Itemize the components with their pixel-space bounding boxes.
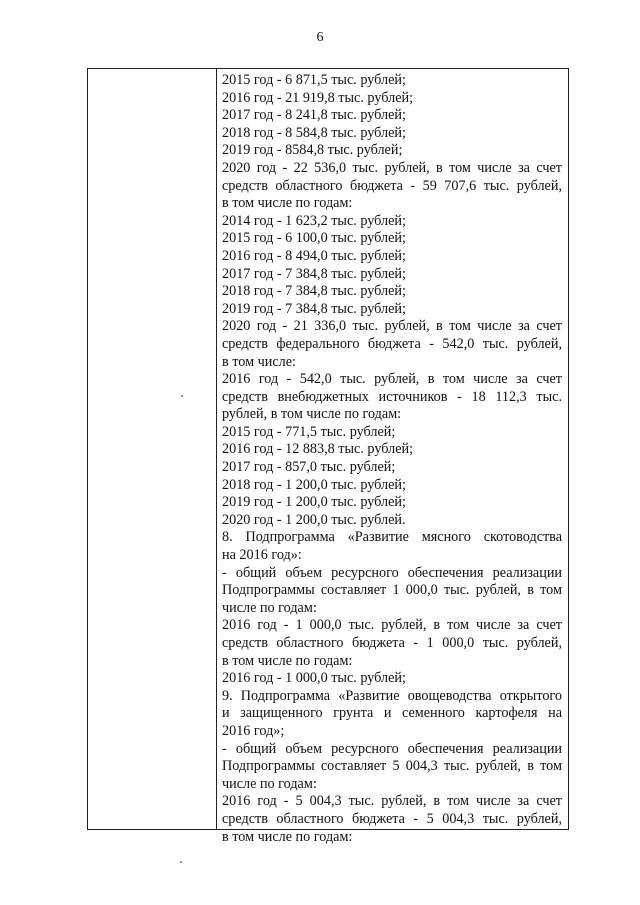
text-line: 2019 год - 7 384,8 тыс. рублей; xyxy=(222,300,406,317)
text-line: 2014 год - 1 623,2 тыс. рублей; xyxy=(222,212,406,229)
text-line: в том числе: xyxy=(222,353,296,370)
text-line: 2016 год - 1 000,0 тыс. рублей, в том числе за счет xyxy=(222,617,562,634)
text-line: 2017 год - 8 241,8 тыс. рублей; xyxy=(222,107,406,124)
text-line: 2018 год - 7 384,8 тыс. рублей; xyxy=(222,283,406,300)
scan-speck xyxy=(181,395,183,397)
document-table xyxy=(87,68,569,845)
text-line: 2016 год»; xyxy=(222,722,285,739)
text-line: средств внебюджетных источников - 18 112,3 тыс. xyxy=(222,388,562,405)
text-line: 2019 год - 8584,8 тыс. рублей; xyxy=(222,142,403,159)
text-line: и защищенного грунта и семенного картофеля на xyxy=(222,705,562,722)
text-line: в том числе по годам: xyxy=(222,195,353,212)
page-number: 6 xyxy=(316,30,324,45)
text-line: числе по годам: xyxy=(222,775,317,792)
scan-speck xyxy=(180,861,182,863)
text-line: на 2016 год»: xyxy=(222,547,302,564)
table-right-cell xyxy=(222,72,562,846)
text-line: 2016 год - 5 004,3 тыс. рублей, в том числе за счет xyxy=(222,793,562,810)
text-line: 2016 год - 21 919,8 тыс. рублей; xyxy=(222,89,414,106)
text-line: числе по годам: xyxy=(222,599,317,616)
text-line: 2016 год - 12 883,8 тыс. рублей; xyxy=(222,441,414,458)
text-line: 2015 год - 6 100,0 тыс. рублей; xyxy=(222,230,406,247)
text-line: 2019 год - 1 200,0 тыс. рублей; xyxy=(222,494,406,511)
text-line: 2020 год - 22 536,0 тыс. рублей, в том числе за счет xyxy=(222,159,562,176)
text-line: 8. Подпрограмма «Развитие мясного скотоводства xyxy=(222,529,562,546)
text-line: 2018 год - 1 200,0 тыс. рублей; xyxy=(222,476,406,493)
column-divider xyxy=(216,69,217,829)
text-line: средств областного бюджета - 59 707,6 тыс. рублей, xyxy=(222,177,562,194)
text-line: 2016 год - 8 494,0 тыс. рублей; xyxy=(222,247,406,264)
text-line: 2017 год - 7 384,8 тыс. рублей; xyxy=(222,265,406,282)
text-line: 2020 год - 21 336,0 тыс. рублей, в том числе за счет xyxy=(222,318,562,335)
text-line: в том числе по годам: xyxy=(222,828,353,845)
text-line: 9. Подпрограмма «Развитие овощеводства открытого xyxy=(222,687,562,704)
text-line: 2020 год - 1 200,0 тыс. рублей. xyxy=(222,511,406,528)
text-line: Подпрограммы составляет 1 000,0 тыс. рублей, в том xyxy=(222,582,562,599)
text-line: в том числе по годам: xyxy=(222,652,353,669)
text-line: - общий объем ресурсного обеспечения реализации xyxy=(222,740,562,757)
text-line: 2017 год - 857,0 тыс. рублей; xyxy=(222,459,396,476)
text-line: - общий объем ресурсного обеспечения реализации xyxy=(222,564,562,581)
text-line: 2016 год - 542,0 тыс. рублей, в том числе за счет xyxy=(222,371,562,388)
text-line: 2016 год - 1 000,0 тыс. рублей; xyxy=(222,670,406,687)
text-line: 2015 год - 771,5 тыс. рублей; xyxy=(222,423,396,440)
text-line: 2015 год - 6 871,5 тыс. рублей; xyxy=(222,72,406,88)
text-line: рублей, в том числе по годам: xyxy=(222,406,402,423)
text-line: Подпрограммы составляет 5 004,3 тыс. рублей, в том xyxy=(222,758,562,775)
text-line: средств областного бюджета - 1 000,0 тыс. рублей, xyxy=(222,635,562,651)
text-line: 2018 год - 8 584,8 тыс. рублей; xyxy=(222,124,406,141)
text-line: средств областного бюджета - 5 004,3 тыс. рублей, xyxy=(222,810,562,827)
text-line: средств федерального бюджета - 542,0 тыс. рублей, xyxy=(222,335,562,352)
